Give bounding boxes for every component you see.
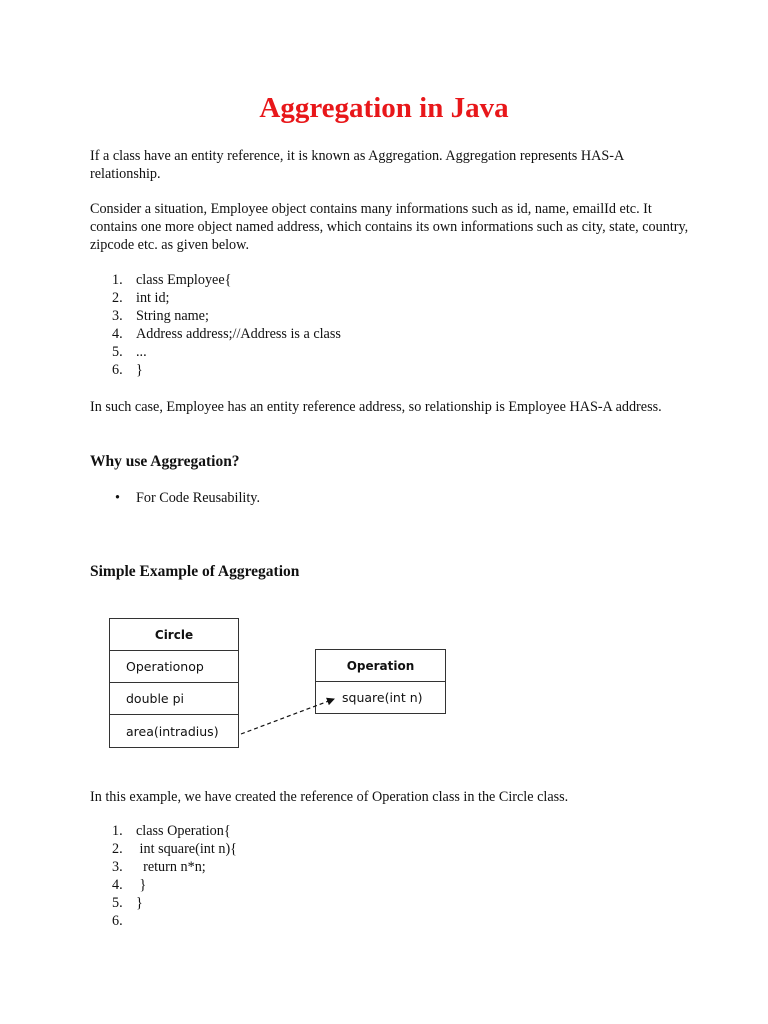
why-bullet-list <box>90 489 260 507</box>
code-line: 5. } <box>112 895 143 911</box>
operation-code-list: 1. class Operation{ 2. int square(int n){ 3. return n*n; 4. } 5. } 6. <box>90 822 237 912</box>
code-line: 1. class Operation{ <box>112 823 231 839</box>
example-paragraph: In this example, we have created the reference of Operation class in the Circle class. <box>90 789 569 805</box>
intro-paragraph: If a class have an entity reference, it is known as Aggregation. Aggregation represents HAS-A relationship. <box>90 148 624 182</box>
page-title: Aggregation in Java <box>259 92 509 124</box>
circle-method-area: area(intradius) <box>109 714 239 748</box>
circle-field-pi: double pi <box>109 682 239 715</box>
code-line: 4. Address address;//Address is a class <box>112 326 341 342</box>
code-line: 4. } <box>112 877 147 893</box>
after-code-paragraph: In such case, Employee has an entity reference address, so relationship is Employee HAS-A address. <box>90 399 662 415</box>
operation-class-box <box>315 649 446 714</box>
operation-class-name: Operation <box>315 649 446 682</box>
code-line: 3. String name; <box>112 308 209 324</box>
code-line: 3. return n*n; <box>112 859 206 875</box>
code-line: 5. ... <box>112 344 147 360</box>
list-item: • For Code Reusability. <box>115 490 261 506</box>
code-line: 2. int square(int n){ <box>112 841 237 857</box>
code-line: 1. class Employee{ <box>112 272 232 288</box>
code-line: 2. int id; <box>112 290 170 306</box>
situation-paragraph: Consider a situation, Employee object contains many informations such as id, name, emailId etc. It contains one more object named address, which contains its own informations such as city, state, country, zipcode etc. as given below. <box>90 201 689 253</box>
circle-class-name: Circle <box>109 618 239 651</box>
employee-code-list <box>90 271 341 379</box>
circle-field-op: Operationop <box>109 650 239 683</box>
example-heading: Simple Example of Aggregation <box>90 563 300 580</box>
why-heading: Why use Aggregation? <box>90 453 240 470</box>
code-line: 6. } <box>112 362 143 378</box>
circle-class-box <box>109 618 239 748</box>
operation-method-square: square(int n) <box>315 681 446 714</box>
bullet-icon: • <box>115 490 120 506</box>
